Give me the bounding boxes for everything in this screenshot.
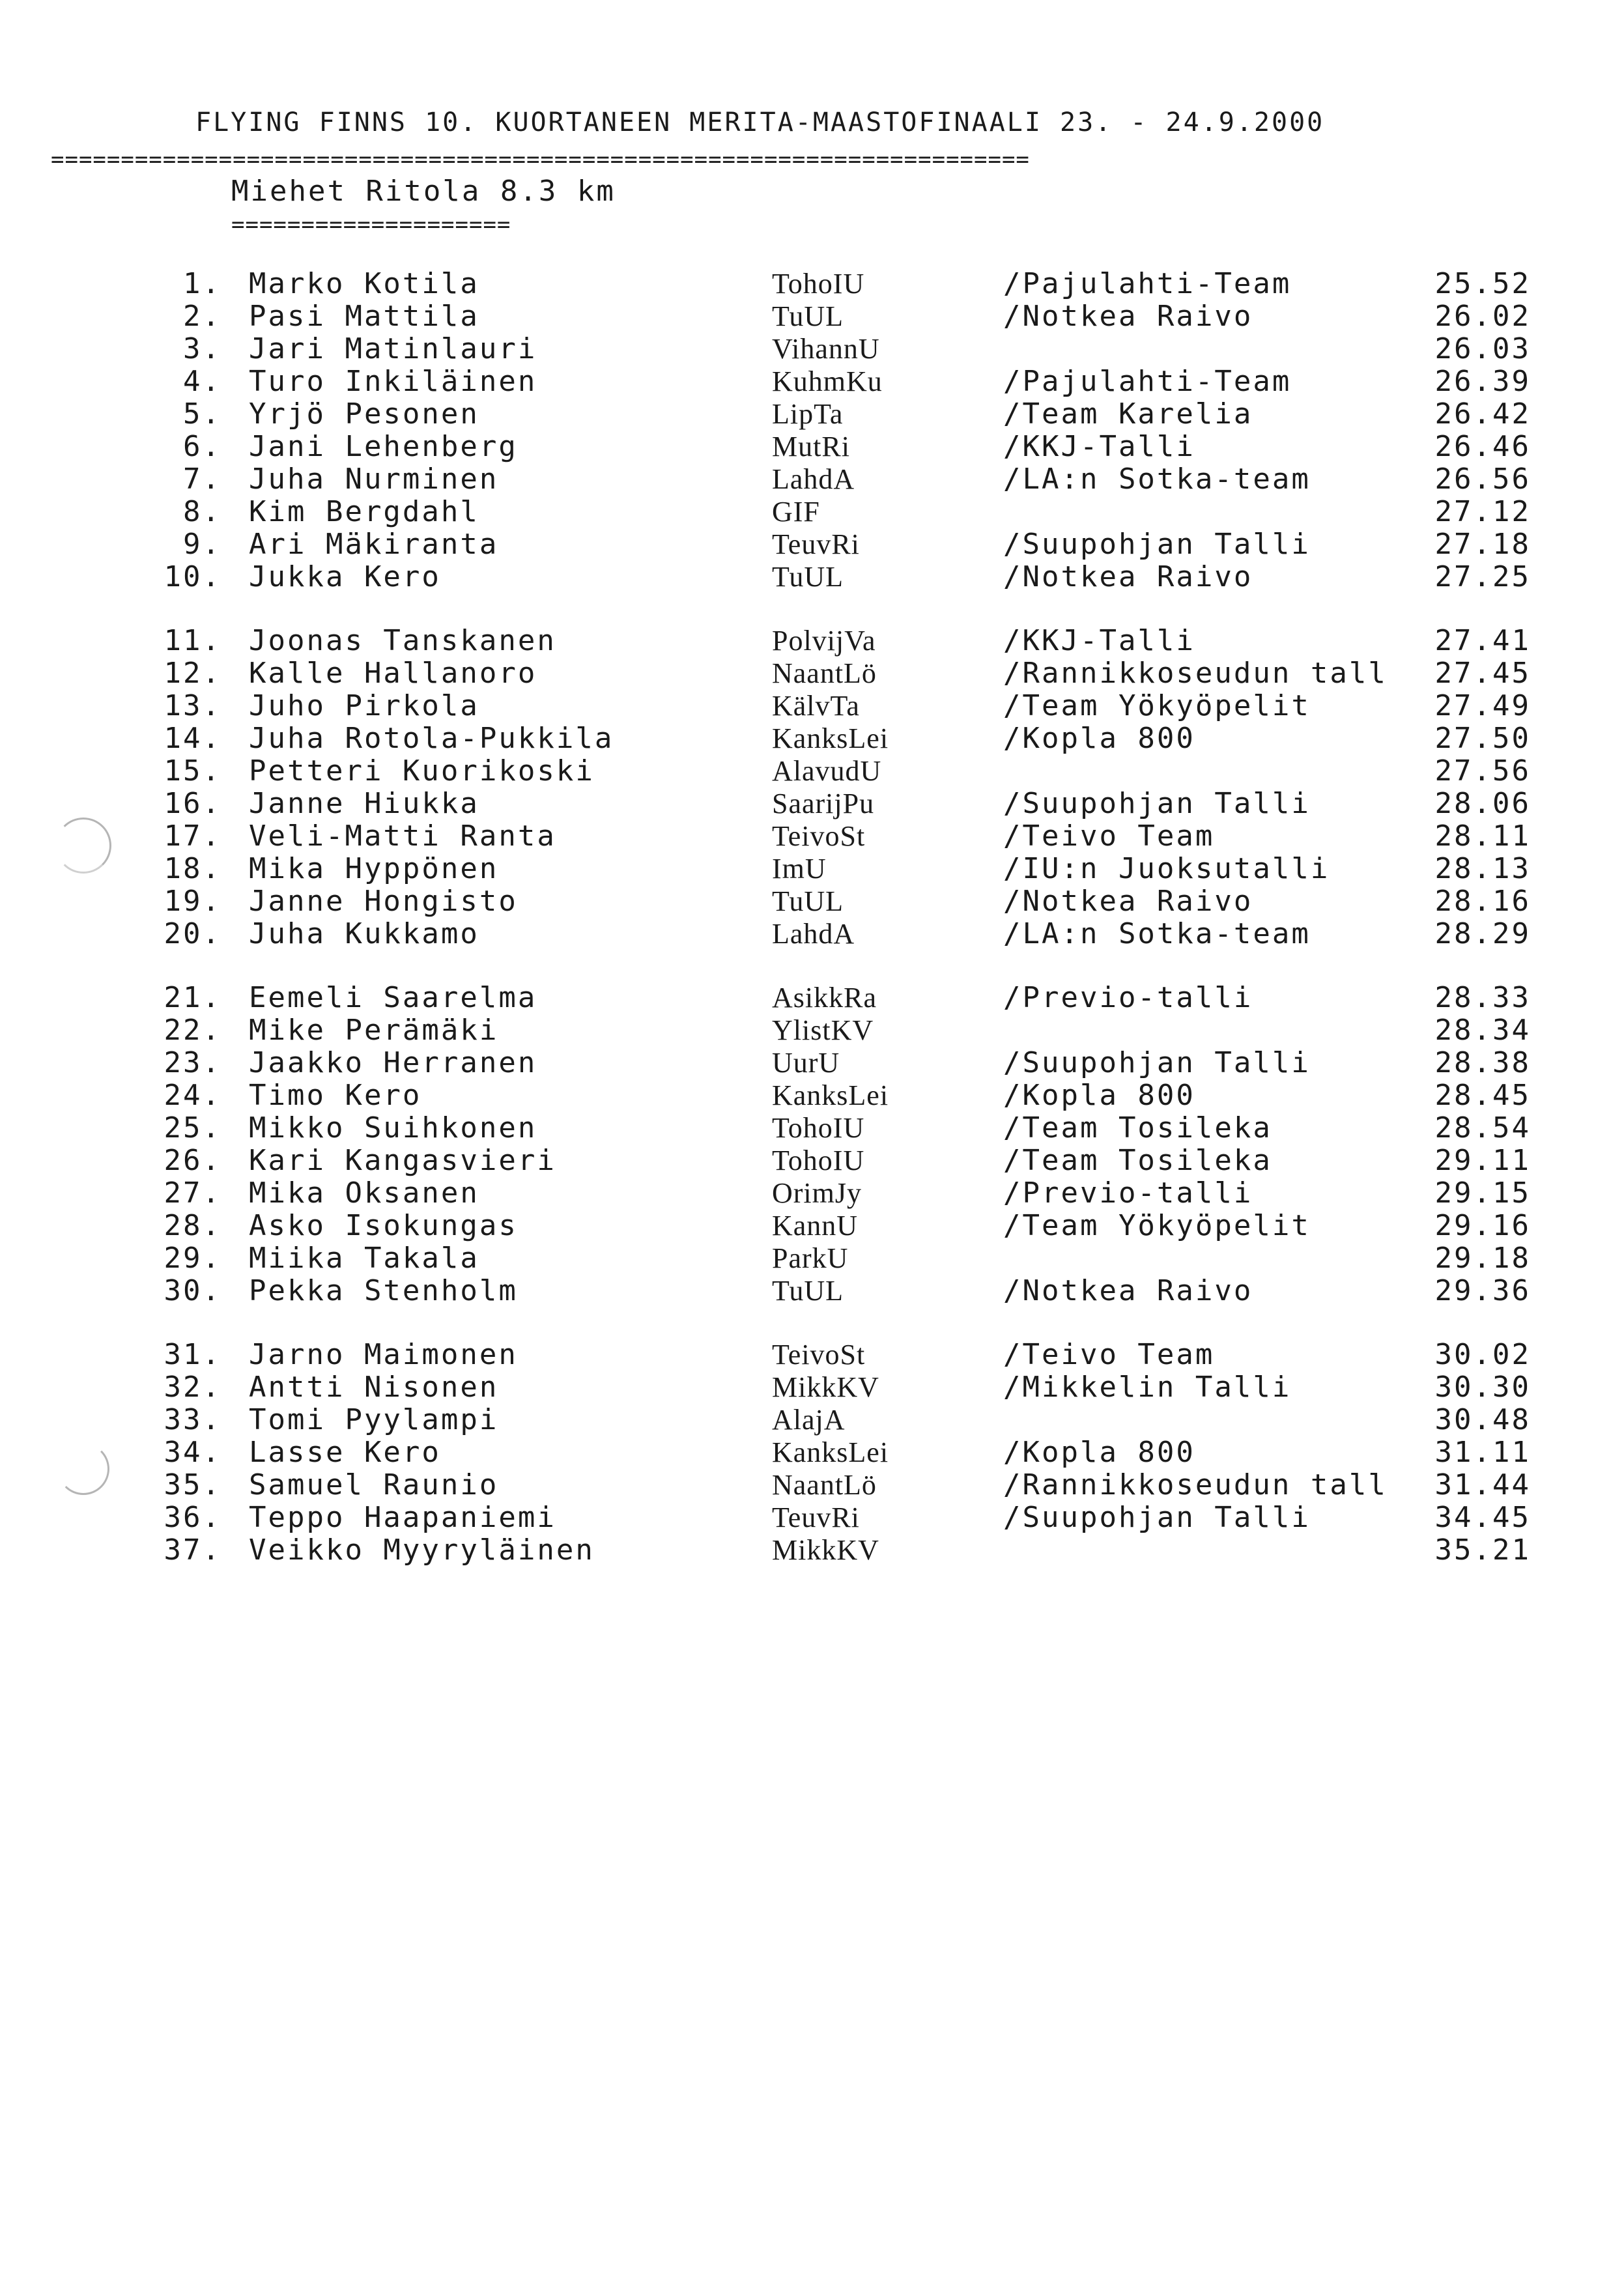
finish-time: 31.44 xyxy=(1434,1468,1531,1501)
team-name: /KKJ-Talli xyxy=(1003,430,1195,463)
result-row xyxy=(0,1501,1624,1533)
club-name: TeivoSt xyxy=(772,820,866,852)
results-list xyxy=(0,267,1624,1566)
rank-cell: 25. xyxy=(164,1111,221,1145)
rank-cell: 5. xyxy=(183,397,221,431)
result-row xyxy=(0,267,1624,300)
club-name: AlajA xyxy=(772,1404,846,1436)
club-name: TeuvRi xyxy=(772,528,860,560)
club-name: KälvTa xyxy=(772,690,860,722)
club-name: MikkKV xyxy=(772,1371,879,1403)
finish-time: 27.41 xyxy=(1434,624,1531,657)
athlete-name: Jaakko Herranen xyxy=(249,1046,537,1079)
finish-time: 29.16 xyxy=(1434,1209,1531,1242)
club-name: GIF xyxy=(772,496,820,528)
club-name: TuUL xyxy=(772,561,844,593)
result-row xyxy=(0,300,1624,332)
finish-time: 34.45 xyxy=(1434,1501,1531,1534)
rank-cell: 33. xyxy=(164,1403,221,1436)
club-name: NaantLö xyxy=(772,657,877,689)
team-name: /Pajulahti-Team xyxy=(1003,267,1292,300)
club-name: KannU xyxy=(772,1210,859,1242)
finish-time: 28.13 xyxy=(1434,852,1531,885)
rank-cell: 37. xyxy=(164,1533,221,1567)
club-name: TuUL xyxy=(772,885,844,917)
rank-cell: 10. xyxy=(164,560,221,593)
club-name: TohoIU xyxy=(772,1112,865,1144)
result-row xyxy=(0,1468,1624,1501)
athlete-name: Timo Kero xyxy=(249,1079,422,1112)
club-name: MutRi xyxy=(772,431,850,462)
club-name: AlavudU xyxy=(772,755,882,787)
athlete-name: Jukka Kero xyxy=(249,560,441,593)
result-row xyxy=(0,689,1624,722)
result-row xyxy=(0,1371,1624,1403)
rank-cell: 36. xyxy=(164,1501,221,1534)
result-row xyxy=(0,1176,1624,1209)
result-row xyxy=(0,657,1624,689)
result-row xyxy=(0,528,1624,560)
finish-time: 27.56 xyxy=(1434,754,1531,788)
club-name: UurU xyxy=(772,1047,840,1079)
rank-cell: 2. xyxy=(183,300,221,333)
heading-underline: ==================== xyxy=(231,212,511,238)
club-name: ImU xyxy=(772,853,827,885)
result-row xyxy=(0,819,1624,852)
athlete-name: Eemeli Saarelma xyxy=(249,981,537,1014)
rank-cell: 26. xyxy=(164,1144,221,1177)
club-name: VihannU xyxy=(772,333,880,365)
result-row xyxy=(0,1338,1624,1371)
rank-cell: 22. xyxy=(164,1014,221,1047)
finish-time: 26.56 xyxy=(1434,462,1531,496)
finish-time: 27.25 xyxy=(1434,560,1531,593)
athlete-name: Ari Mäkiranta xyxy=(249,528,499,561)
result-row xyxy=(0,332,1624,365)
finish-time: 26.39 xyxy=(1434,365,1531,398)
result-row xyxy=(0,462,1624,495)
rank-cell: 8. xyxy=(183,495,221,528)
team-name: /Suupohjan Talli xyxy=(1003,528,1311,561)
result-row xyxy=(0,1014,1624,1046)
finish-time: 30.48 xyxy=(1434,1403,1531,1436)
team-name: /LA:n Sotka-team xyxy=(1003,917,1311,950)
finish-time: 28.38 xyxy=(1434,1046,1531,1079)
finish-time: 31.11 xyxy=(1434,1436,1531,1469)
finish-time: 30.02 xyxy=(1434,1338,1531,1371)
athlete-name: Mike Perämäki xyxy=(249,1014,499,1047)
result-row xyxy=(0,1209,1624,1242)
athlete-name: Mika Hyppönen xyxy=(249,852,499,885)
rank-cell: 16. xyxy=(164,787,221,820)
club-name: OrimJy xyxy=(772,1177,862,1209)
team-name: /Rannikkoseudun tall xyxy=(1003,1468,1388,1501)
rank-cell: 17. xyxy=(164,819,221,853)
result-row xyxy=(0,1046,1624,1079)
team-name: /Team Yökyöpelit xyxy=(1003,689,1311,722)
athlete-name: Marko Kotila xyxy=(249,267,479,300)
finish-time: 28.33 xyxy=(1434,981,1531,1014)
rank-cell: 20. xyxy=(164,917,221,950)
athlete-name: Petteri Kuorikoski xyxy=(249,754,595,788)
finish-time: 26.03 xyxy=(1434,332,1531,365)
finish-time: 26.42 xyxy=(1434,397,1531,431)
rank-cell: 21. xyxy=(164,981,221,1014)
rank-cell: 18. xyxy=(164,852,221,885)
result-row xyxy=(0,1079,1624,1111)
club-name: MikkKV xyxy=(772,1534,879,1566)
athlete-name: Janne Hiukka xyxy=(249,787,479,820)
finish-time: 26.02 xyxy=(1434,300,1531,333)
athlete-name: Yrjö Pesonen xyxy=(249,397,479,431)
athlete-name: Tomi Pyylampi xyxy=(249,1403,499,1436)
rank-cell: 12. xyxy=(164,657,221,690)
rank-cell: 29. xyxy=(164,1242,221,1275)
result-row xyxy=(0,430,1624,462)
team-name: /Notkea Raivo xyxy=(1003,885,1253,918)
club-name: TeuvRi xyxy=(772,1501,860,1533)
title-underline: ====================================================================== xyxy=(51,147,1030,173)
team-name: /Previo-talli xyxy=(1003,1176,1253,1210)
rank-cell: 32. xyxy=(164,1371,221,1404)
club-name: TuUL xyxy=(772,300,844,332)
rank-cell: 3. xyxy=(183,332,221,365)
athlete-name: Pekka Stenholm xyxy=(249,1274,518,1307)
athlete-name: Antti Nisonen xyxy=(249,1371,499,1404)
rank-cell: 14. xyxy=(164,722,221,755)
club-name: TohoIU xyxy=(772,268,865,300)
club-name: SaarijPu xyxy=(772,788,875,819)
athlete-name: Turo Inkiläinen xyxy=(249,365,537,398)
rank-cell: 28. xyxy=(164,1209,221,1242)
club-name: AsikkRa xyxy=(772,982,877,1014)
rank-cell: 27. xyxy=(164,1176,221,1210)
team-name: /Mikkelin Talli xyxy=(1003,1371,1292,1404)
team-name: /Notkea Raivo xyxy=(1003,560,1253,593)
rank-cell: 24. xyxy=(164,1079,221,1112)
finish-time: 28.06 xyxy=(1434,787,1531,820)
club-name: LahdA xyxy=(772,463,855,495)
club-name: KuhmKu xyxy=(772,365,883,397)
club-name: LahdA xyxy=(772,918,855,950)
result-row xyxy=(0,365,1624,397)
rank-cell: 11. xyxy=(164,624,221,657)
document-title: FLYING FINNS 10. KUORTANEEN MERITA-MAASTOFINAALI 23. - 24.9.2000 xyxy=(195,107,1325,137)
team-name: /Suupohjan Talli xyxy=(1003,1501,1311,1534)
result-row xyxy=(0,885,1624,917)
finish-time: 25.52 xyxy=(1434,267,1531,300)
rank-cell: 13. xyxy=(164,689,221,722)
finish-time: 35.21 xyxy=(1434,1533,1531,1567)
team-name: /Suupohjan Talli xyxy=(1003,1046,1311,1079)
result-row xyxy=(0,397,1624,430)
team-name: /KKJ-Talli xyxy=(1003,624,1195,657)
result-row xyxy=(0,722,1624,754)
club-name: KanksLei xyxy=(772,1436,889,1468)
finish-time: 28.54 xyxy=(1434,1111,1531,1145)
punch-hole-mark xyxy=(55,818,111,874)
finish-time: 28.11 xyxy=(1434,819,1531,853)
finish-time: 27.45 xyxy=(1434,657,1531,690)
rank-cell: 7. xyxy=(183,462,221,496)
athlete-name: Kalle Hallanoro xyxy=(249,657,537,690)
athlete-name: Asko Isokungas xyxy=(249,1209,518,1242)
team-name: /Pajulahti-Team xyxy=(1003,365,1292,398)
result-row xyxy=(0,1403,1624,1436)
rank-cell: 19. xyxy=(164,885,221,918)
team-name: /Team Karelia xyxy=(1003,397,1253,431)
result-row xyxy=(0,624,1624,657)
club-name: KanksLei xyxy=(772,722,889,754)
team-name: /Team Tosileka xyxy=(1003,1111,1272,1145)
result-row xyxy=(0,852,1624,885)
result-row xyxy=(0,787,1624,819)
finish-time: 29.18 xyxy=(1434,1242,1531,1275)
result-row xyxy=(0,1144,1624,1176)
finish-time: 27.18 xyxy=(1434,528,1531,561)
team-name: /Previo-talli xyxy=(1003,981,1253,1014)
athlete-name: Veli-Matti Ranta xyxy=(249,819,556,853)
club-name: NaantLö xyxy=(772,1469,877,1501)
athlete-name: Jari Matinlauri xyxy=(249,332,537,365)
team-name: /LA:n Sotka-team xyxy=(1003,462,1311,496)
team-name: /Rannikkoseudun tall xyxy=(1003,657,1388,690)
rank-cell: 15. xyxy=(164,754,221,788)
finish-time: 27.50 xyxy=(1434,722,1531,755)
race-class-heading: Miehet Ritola 8.3 km xyxy=(231,175,616,208)
finish-time: 29.36 xyxy=(1434,1274,1531,1307)
athlete-name: Jarno Maimonen xyxy=(249,1338,518,1371)
finish-time: 27.12 xyxy=(1434,495,1531,528)
club-name: LipTa xyxy=(772,398,844,430)
finish-time: 29.11 xyxy=(1434,1144,1531,1177)
athlete-name: Miika Takala xyxy=(249,1242,479,1275)
rank-cell: 30. xyxy=(164,1274,221,1307)
finish-time: 28.45 xyxy=(1434,1079,1531,1112)
club-name: TuUL xyxy=(772,1275,844,1307)
rank-cell: 34. xyxy=(164,1436,221,1469)
team-name: /Kopla 800 xyxy=(1003,722,1195,755)
finish-time: 28.34 xyxy=(1434,1014,1531,1047)
result-row xyxy=(0,1242,1624,1274)
finish-time: 28.29 xyxy=(1434,917,1531,950)
team-name: /Notkea Raivo xyxy=(1003,300,1253,333)
athlete-name: Veikko Myyryläinen xyxy=(249,1533,595,1567)
result-row xyxy=(0,754,1624,787)
club-name: KanksLei xyxy=(772,1079,889,1111)
rank-cell: 4. xyxy=(183,365,221,398)
result-row xyxy=(0,917,1624,950)
result-row xyxy=(0,1436,1624,1468)
club-name: TohoIU xyxy=(772,1145,865,1176)
finish-time: 27.49 xyxy=(1434,689,1531,722)
team-name: /Team Tosileka xyxy=(1003,1144,1272,1177)
athlete-name: Mikko Suihkonen xyxy=(249,1111,537,1145)
athlete-name: Jani Lehenberg xyxy=(249,430,518,463)
finish-time: 26.46 xyxy=(1434,430,1531,463)
athlete-name: Kim Bergdahl xyxy=(249,495,479,528)
finish-time: 30.30 xyxy=(1434,1371,1531,1404)
athlete-name: Kari Kangasvieri xyxy=(249,1144,556,1177)
athlete-name: Juha Kukkamo xyxy=(249,917,479,950)
club-name: YlistKV xyxy=(772,1014,874,1046)
club-name: ParkU xyxy=(772,1242,849,1274)
team-name: /Suupohjan Talli xyxy=(1003,787,1311,820)
team-name: /Kopla 800 xyxy=(1003,1436,1195,1469)
team-name: /Team Yökyöpelit xyxy=(1003,1209,1311,1242)
rank-cell: 6. xyxy=(183,430,221,463)
athlete-name: Samuel Raunio xyxy=(249,1468,499,1501)
athlete-name: Joonas Tanskanen xyxy=(249,624,556,657)
rank-cell: 1. xyxy=(183,267,221,300)
rank-cell: 23. xyxy=(164,1046,221,1079)
athlete-name: Mika Oksanen xyxy=(249,1176,479,1210)
athlete-name: Janne Hongisto xyxy=(249,885,518,918)
result-row xyxy=(0,981,1624,1014)
rank-cell: 35. xyxy=(164,1468,221,1501)
club-name: TeivoSt xyxy=(772,1339,866,1371)
team-name: /Teivo Team xyxy=(1003,1338,1215,1371)
team-name: /IU:n Juoksutalli xyxy=(1003,852,1330,885)
team-name: /Teivo Team xyxy=(1003,819,1215,853)
athlete-name: Juha Rotola-Pukkila xyxy=(249,722,614,755)
result-row xyxy=(0,1533,1624,1566)
athlete-name: Juho Pirkola xyxy=(249,689,479,722)
rank-cell: 31. xyxy=(164,1338,221,1371)
result-row xyxy=(0,1274,1624,1307)
rank-cell: 9. xyxy=(183,528,221,561)
result-row xyxy=(0,560,1624,593)
club-name: PolvijVa xyxy=(772,625,876,657)
punch-hole-mark xyxy=(57,1443,109,1495)
finish-time: 29.15 xyxy=(1434,1176,1531,1210)
result-row xyxy=(0,495,1624,528)
athlete-name: Juha Nurminen xyxy=(249,462,499,496)
team-name: /Notkea Raivo xyxy=(1003,1274,1253,1307)
finish-time: 28.16 xyxy=(1434,885,1531,918)
athlete-name: Pasi Mattila xyxy=(249,300,479,333)
athlete-name: Lasse Kero xyxy=(249,1436,441,1469)
athlete-name: Teppo Haapaniemi xyxy=(249,1501,556,1534)
result-row xyxy=(0,1111,1624,1144)
team-name: /Kopla 800 xyxy=(1003,1079,1195,1112)
